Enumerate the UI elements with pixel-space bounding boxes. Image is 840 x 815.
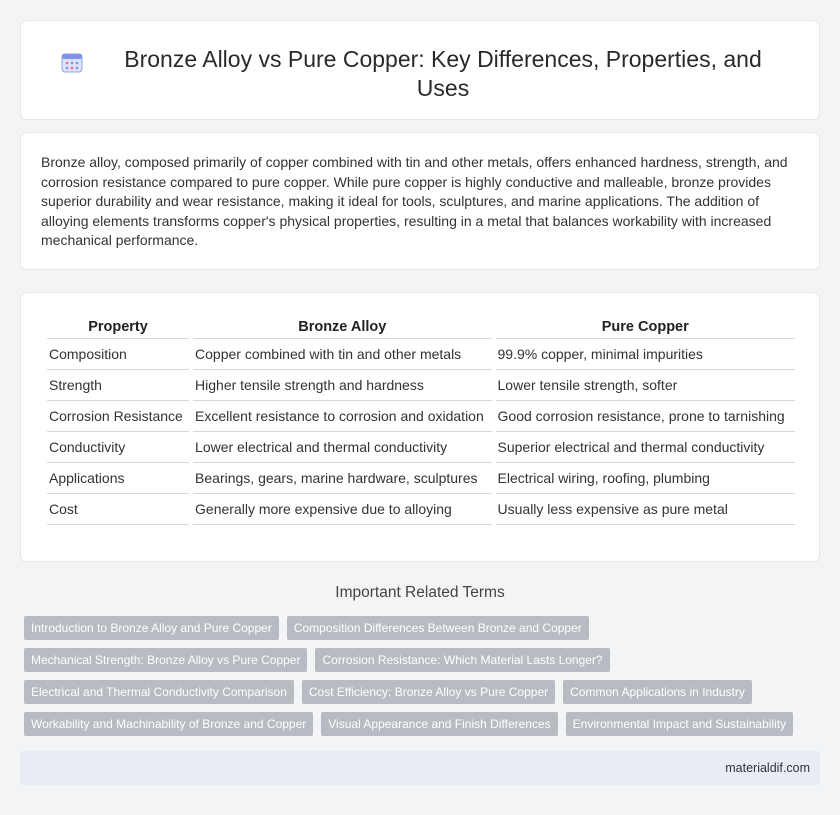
- page-title: Bronze Alloy vs Pure Copper: Key Differences, Properties, and Uses: [124, 46, 762, 101]
- table-row: [47, 370, 795, 401]
- related-term-link[interactable]: Visual Appearance and Finish Differences: [321, 712, 557, 736]
- related-term-link[interactable]: Composition Differences Between Bronze and Copper: [287, 616, 589, 640]
- column-header-pure-copper: Pure Copper: [496, 315, 795, 339]
- table-header-row: [47, 315, 795, 339]
- copper-cell: Superior electrical and thermal conductivity: [496, 432, 795, 463]
- related-term-link[interactable]: Common Applications in Industry: [563, 680, 752, 704]
- header-card: [20, 20, 820, 120]
- column-header-property: Property: [47, 315, 189, 339]
- bronze-cell: Higher tensile strength and hardness: [193, 370, 491, 401]
- column-header-bronze-alloy: Bronze Alloy: [193, 315, 491, 339]
- calendar-grid-icon: [61, 51, 83, 73]
- copper-cell: Lower tensile strength, softer: [496, 370, 795, 401]
- comparison-table: [43, 315, 799, 525]
- bronze-cell: Copper combined with tin and other metals: [193, 339, 491, 370]
- related-terms-heading: Important Related Terms: [335, 584, 505, 601]
- property-cell: Cost: [47, 494, 189, 525]
- bronze-cell: Excellent resistance to corrosion and oxidation: [193, 401, 491, 432]
- related-term-link[interactable]: Cost Efficiency: Bronze Alloy vs Pure Copper: [302, 680, 555, 704]
- related-term-link[interactable]: Corrosion Resistance: Which Material Lasts Longer?: [315, 648, 609, 672]
- property-cell: Strength: [47, 370, 189, 401]
- copper-cell: Good corrosion resistance, prone to tarnishing: [496, 401, 795, 432]
- copper-cell: 99.9% copper, minimal impurities: [496, 339, 795, 370]
- footer: [20, 751, 820, 785]
- related-term-link[interactable]: Electrical and Thermal Conductivity Comparison: [24, 680, 294, 704]
- copper-cell: Usually less expensive as pure metal: [496, 494, 795, 525]
- property-cell: Applications: [47, 463, 189, 494]
- table-row: [47, 494, 795, 525]
- related-terms-list: [24, 616, 804, 744]
- table-row: [47, 463, 795, 494]
- property-cell: Conductivity: [47, 432, 189, 463]
- bronze-cell: Generally more expensive due to alloying: [193, 494, 491, 525]
- table-row: [47, 339, 795, 370]
- copper-cell: Electrical wiring, roofing, plumbing: [496, 463, 795, 494]
- footer-site-name[interactable]: materialdif.com: [725, 761, 810, 775]
- intro-card: [20, 132, 820, 270]
- property-cell: Composition: [47, 339, 189, 370]
- related-term-link[interactable]: Mechanical Strength: Bronze Alloy vs Pure Copper: [24, 648, 307, 672]
- intro-paragraph: Bronze alloy, composed primarily of copper combined with tin and other metals, offers enhanced hardness, strength, and corrosion resistance compared to pure copper. While pure copper is highly conductive and malleable, bronze provides superior durability and wear resistance, making it ideal for tools, sculptures, and marine applications. The addition of alloying elements transforms copper's physical properties, resulting in a metal that balances workability with increased mechanical performance.: [41, 154, 788, 248]
- related-term-link[interactable]: Introduction to Bronze Alloy and Pure Copper: [24, 616, 279, 640]
- related-term-link[interactable]: Workability and Machinability of Bronze and Copper: [24, 712, 313, 736]
- bronze-cell: Bearings, gears, marine hardware, sculptures: [193, 463, 491, 494]
- bronze-cell: Lower electrical and thermal conductivity: [193, 432, 491, 463]
- comparison-table-card: [20, 292, 820, 562]
- table-row: [47, 432, 795, 463]
- property-cell: Corrosion Resistance: [47, 401, 189, 432]
- table-row: [47, 401, 795, 432]
- related-term-link[interactable]: Environmental Impact and Sustainability: [566, 712, 793, 736]
